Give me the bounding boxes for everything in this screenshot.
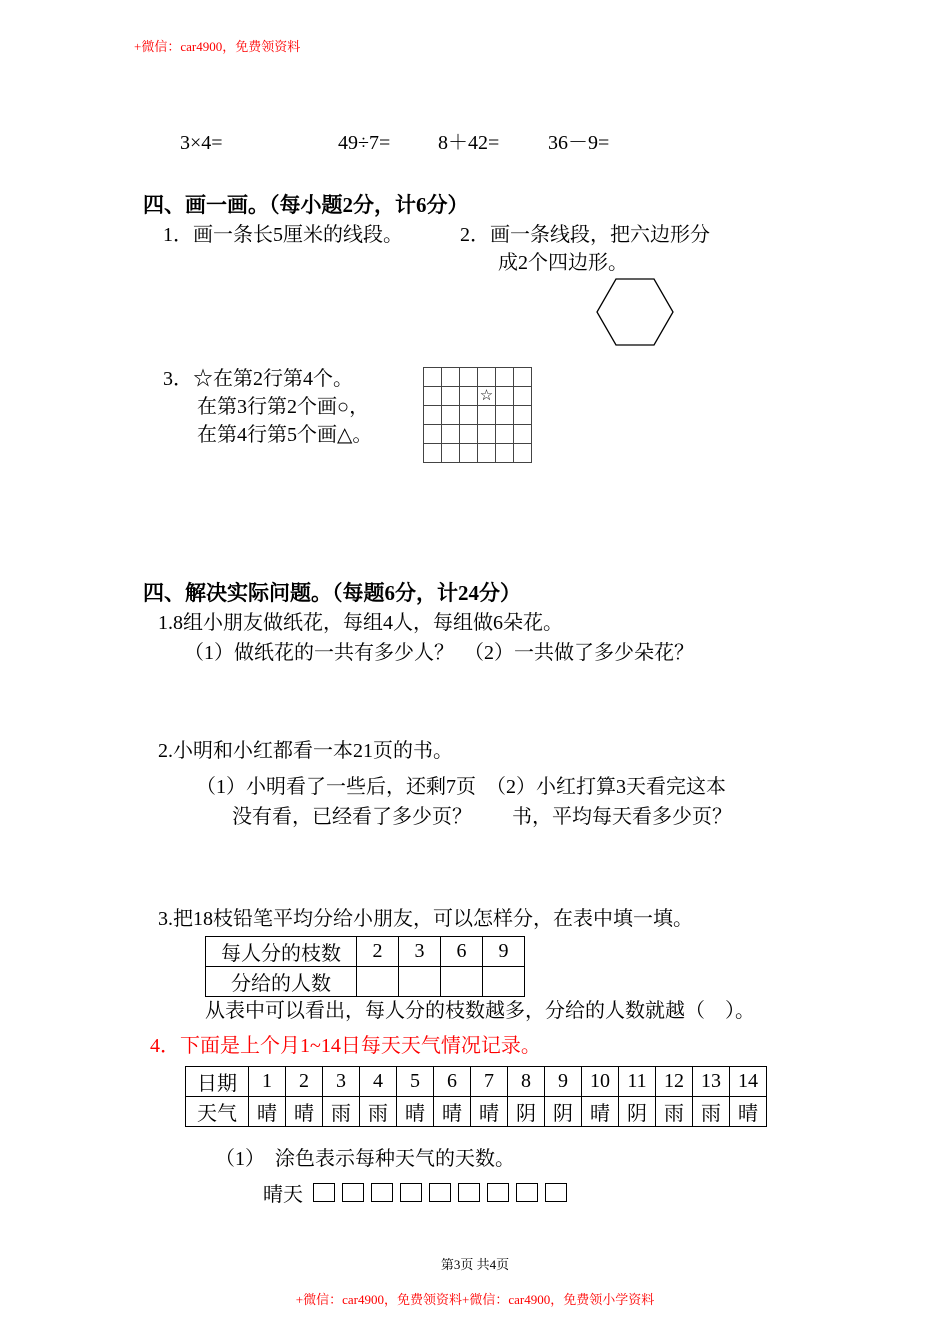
grid-cell: [424, 387, 442, 406]
value-cell: 10: [582, 1067, 619, 1097]
value-cell: 2: [357, 937, 399, 967]
row-label-cell: 每人分的枝数: [206, 937, 357, 967]
value-cell: [357, 967, 399, 997]
draw-q2-line2: 成2个四边形。: [498, 252, 628, 274]
sunny-day-box: [313, 1183, 335, 1202]
value-cell: 9: [483, 937, 525, 967]
grid-cell: [460, 425, 478, 444]
grid-cell: [424, 444, 442, 463]
draw-q3-line1: 3．☆在第2行第4个。: [163, 368, 353, 390]
sunny-day-box: [545, 1183, 567, 1202]
grid-cell: [514, 387, 532, 406]
value-cell: 晴: [397, 1097, 434, 1127]
value-cell: 6: [441, 937, 483, 967]
solve-q4-text: 4．下面是上个月1~14日每天天气情况记录。: [150, 1035, 541, 1057]
value-cell: 1: [249, 1067, 286, 1097]
draw-q2-line1: 2．画一条线段，把六边形分: [460, 224, 710, 246]
grid-cell: [514, 406, 532, 425]
grid-cell: [478, 425, 496, 444]
grid-cell: [460, 368, 478, 387]
value-cell: [441, 967, 483, 997]
grid-cell: [496, 368, 514, 387]
value-cell: 5: [397, 1067, 434, 1097]
math-problem: 49÷7=: [338, 132, 391, 154]
grid-cell: [442, 425, 460, 444]
value-cell: 3: [399, 937, 441, 967]
oral-math-row: [180, 126, 609, 155]
grid-cell: [442, 406, 460, 425]
math-problem: 8＋42=: [438, 132, 500, 154]
promo-text-top: +微信：car4900，免费领资料: [134, 39, 301, 54]
grid-cell: [514, 368, 532, 387]
value-cell: [399, 967, 441, 997]
sunny-day-box: [458, 1183, 480, 1202]
value-cell: 雨: [693, 1097, 730, 1127]
grid-cell: [460, 406, 478, 425]
sunny-day-box: [371, 1183, 393, 1202]
value-cell: 晴: [582, 1097, 619, 1127]
solve-q2-text: 2.小明和小红都看一本21页的书。: [158, 740, 453, 762]
sunny-day-box: [342, 1183, 364, 1202]
draw-q1-text: 1．画一条长5厘米的线段。: [163, 224, 403, 246]
grid-cell: [478, 444, 496, 463]
value-cell: 11: [619, 1067, 656, 1097]
value-cell: 14: [730, 1067, 767, 1097]
sunny-day-box: [516, 1183, 538, 1202]
value-cell: 8: [508, 1067, 545, 1097]
grid-cell: [496, 406, 514, 425]
solve-q2-sub2: 没有看，已经看了多少页？ 书，平均每天看多少页？: [232, 806, 732, 828]
solve-q1-sub: （1）做纸花的一共有多少人？ （2）一共做了多少朵花？: [184, 642, 694, 664]
grid-cell: [496, 444, 514, 463]
grid-cell: [478, 368, 496, 387]
solve-q4-sub: （1） 涂色表示每种天气的天数。: [215, 1148, 515, 1170]
grid-cell: [496, 425, 514, 444]
grid-cell: [424, 368, 442, 387]
value-cell: 晴: [434, 1097, 471, 1127]
weather-table: [185, 1066, 767, 1127]
pencil-table: [205, 936, 525, 997]
value-cell: [483, 967, 525, 997]
draw-q3-line2: 在第3行第2个画○，: [197, 396, 370, 418]
section-solve-heading: 四、解决实际问题。（每题6分，计24分）: [143, 581, 521, 605]
page-number: 第3页 共4页: [440, 1257, 510, 1272]
value-cell: 7: [471, 1067, 508, 1097]
row-label-cell: 分给的人数: [206, 967, 357, 997]
sunny-label: 晴天: [263, 1184, 303, 1206]
grid-cell: [442, 387, 460, 406]
sunny-day-box: [487, 1183, 509, 1202]
solve-q3-note: 从表中可以看出，每人分的枝数越多，分给的人数就越（ ）。: [205, 1000, 755, 1022]
grid-cell: [424, 425, 442, 444]
value-cell: 晴: [286, 1097, 323, 1127]
value-cell: 4: [360, 1067, 397, 1097]
sunny-row: [263, 1178, 574, 1207]
grid-cell: [478, 406, 496, 425]
solve-q3-text: 3.把18枝铅笔平均分给小朋友，可以怎样分，在表中填一填。: [158, 908, 693, 930]
sunny-day-box: [400, 1183, 422, 1202]
value-cell: 晴: [249, 1097, 286, 1127]
value-cell: 晴: [471, 1097, 508, 1127]
row-label-cell: 天气: [186, 1097, 249, 1127]
value-cell: 雨: [656, 1097, 693, 1127]
star-cell: ☆: [478, 387, 496, 406]
sunny-boxes: [313, 1183, 574, 1202]
grid-cell: [460, 444, 478, 463]
value-cell: 12: [656, 1067, 693, 1097]
hexagon-shape: [596, 278, 674, 346]
grid-cell: [442, 444, 460, 463]
value-cell: 雨: [323, 1097, 360, 1127]
grid-cell: [514, 444, 532, 463]
grid-cell: [496, 387, 514, 406]
value-cell: 雨: [360, 1097, 397, 1127]
promo-text-bottom: +微信：car4900，免费领资料+微信：car4900，免费领小学资料: [295, 1292, 655, 1307]
value-cell: 13: [693, 1067, 730, 1097]
value-cell: 阴: [508, 1097, 545, 1127]
value-cell: 阴: [545, 1097, 582, 1127]
value-cell: 6: [434, 1067, 471, 1097]
draw-q3-line3: 在第4行第5个画△。: [197, 424, 373, 446]
math-problem: 36－9=: [548, 132, 610, 154]
solve-q2-sub1: （1）小明看了一些后，还剩7页 （2）小红打算3天看完这本: [196, 776, 726, 798]
grid-cell: [442, 368, 460, 387]
value-cell: 晴: [730, 1097, 767, 1127]
solve-q1-text: 1.8组小朋友做纸花，每组4人，每组做6朵花。: [158, 612, 563, 634]
value-cell: 3: [323, 1067, 360, 1097]
grid-cell: [514, 425, 532, 444]
value-cell: 阴: [619, 1097, 656, 1127]
sunny-day-box: [429, 1183, 451, 1202]
value-cell: 9: [545, 1067, 582, 1097]
grid-cell: [424, 406, 442, 425]
row-label-cell: 日期: [186, 1067, 249, 1097]
math-problem: 3×4=: [180, 132, 223, 154]
grid-cell: [460, 387, 478, 406]
position-grid: [423, 367, 532, 463]
section-draw-heading: 四、画一画。（每小题2分，计6分）: [143, 193, 469, 217]
value-cell: 2: [286, 1067, 323, 1097]
